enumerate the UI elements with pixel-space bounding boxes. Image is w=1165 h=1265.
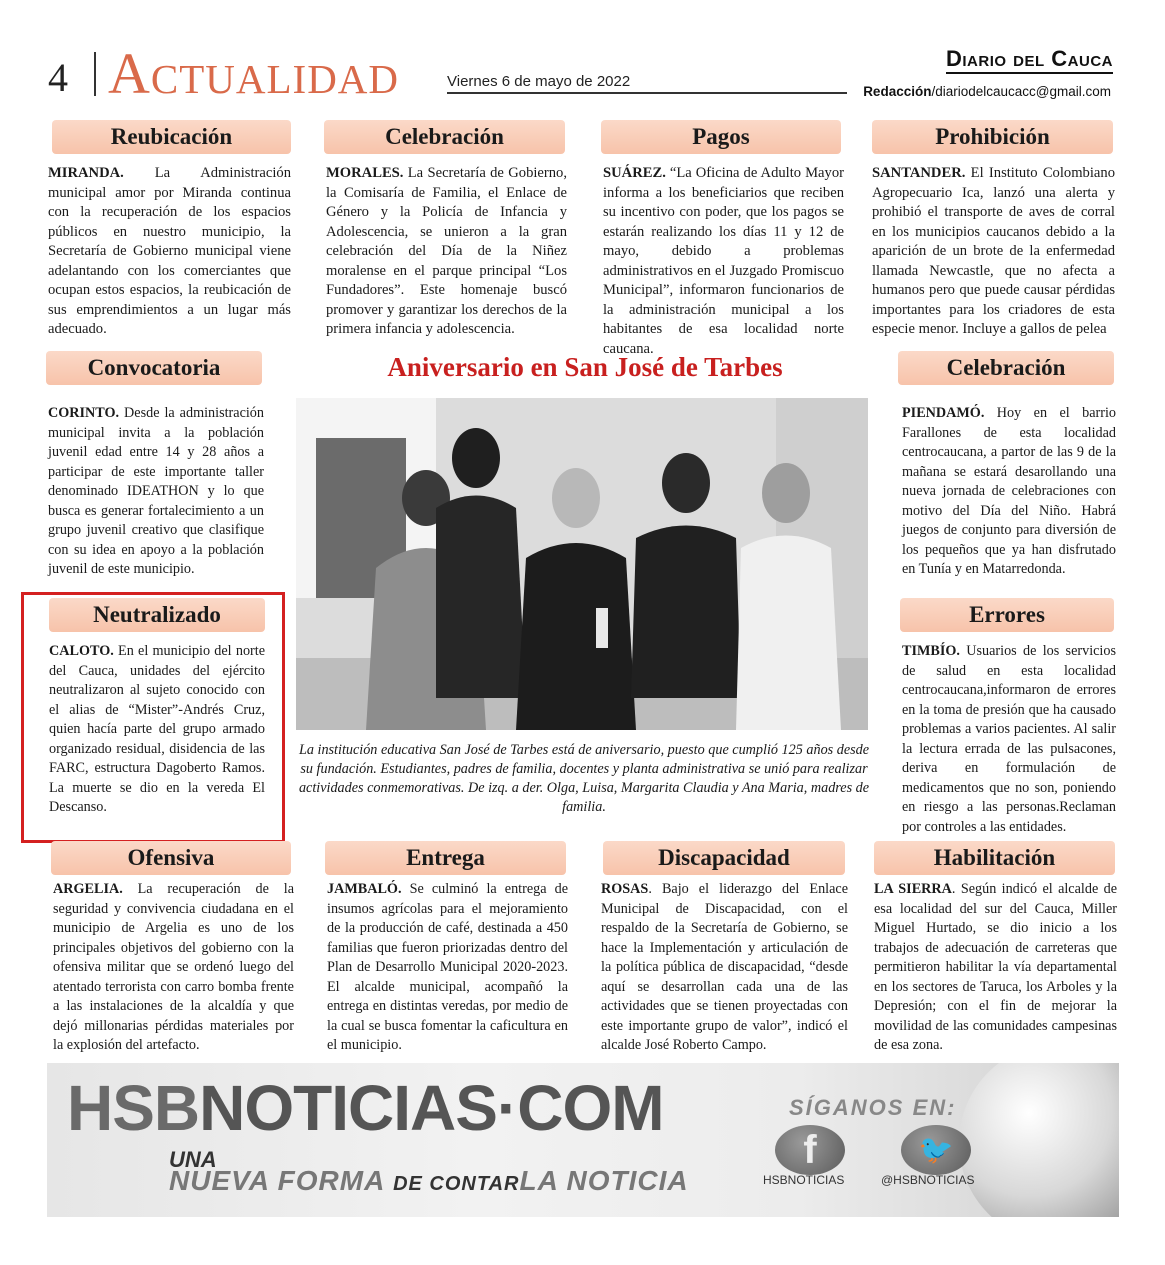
heading-entrega: Entrega xyxy=(325,841,566,875)
photo-caption: La institución educativa San José de Tarbes está de aniversario, puesto que cumplió 125 años desde su fundación. Estudiantes, padres de familia, docentes y planta administrativa se unió para realizar actividades conmemorativas. De izq. a der. Olga, Luisa, Margarita Claudia y Ana Maria, madres de familia. xyxy=(298,742,870,815)
article-lead: MIRANDA. xyxy=(48,165,124,181)
article-lead: TIMBÍO. xyxy=(902,643,960,659)
ad-brand-logo xyxy=(67,1071,664,1145)
heading-celebracion-piendamo: Celebración xyxy=(898,351,1114,385)
heading-errores: Errores xyxy=(900,598,1114,632)
heading-pagos: Pagos xyxy=(601,120,841,154)
article-lead: MORALES. xyxy=(326,165,404,181)
article-ofensiva xyxy=(53,880,294,1056)
feature-photo xyxy=(296,398,868,730)
ad-tagline-2 xyxy=(169,1165,689,1197)
article-celebracion-piendamo xyxy=(902,404,1116,580)
issue-date: Viernes 6 de mayo de 2022 xyxy=(447,73,631,90)
article-lead: SUÁREZ. xyxy=(603,165,666,181)
article-lead: CALOTO. xyxy=(49,643,114,659)
article-lead: ROSAS xyxy=(601,881,649,897)
ad-tagline-2c: LA NOTICIA xyxy=(519,1165,689,1196)
article-habilitacion xyxy=(874,880,1117,1056)
article-body: La Secretaría de Gobierno, la Comisaría de Familia, el Enlace de Género y la Policía de Infancia y Adolescencia, se unieron a la gran celebración del Día de la Niñez moralense en el parque principal “Los Fundadores”. Este homenaje buscó promover y garantizar los derechos de la primera infancia y adolescencia. xyxy=(326,165,567,337)
twitter-handle[interactable]: @HSBNOTICIAS xyxy=(881,1173,975,1187)
header-rule xyxy=(447,92,847,94)
article-lead: LA SIERRA xyxy=(874,881,952,897)
feature-headline: Aniversario en San José de Tarbes xyxy=(387,352,783,382)
article-celebracion-morales xyxy=(326,164,567,340)
heading-convocatoria: Convocatoria xyxy=(46,351,262,385)
article-lead: SANTANDER. xyxy=(872,165,966,181)
article-body: El Instituto Colombiano Agropecuario Ica, lanzó una alerta y prohibió el transporte de aves de corral en los municipios caucanos debido a la aparición de un brote de la enfermedad llamada Newcastle, que no afecta a humanos pero que puede causar pérdidas importantes para los criadores de esta especie menor. Incluye a gallos de pelea xyxy=(872,165,1115,337)
ad-tagline-2b: DE CONTAR xyxy=(393,1173,520,1195)
heading-celebracion-morales: Celebración xyxy=(324,120,565,154)
article-body: . Bajo el liderazgo del Enlace Municipal de Discapacidad, con el respaldo de la Secretaría de Gobierno, se hace la Implementación y articulación de la política pública de discapacidad, “desde aquí se desarrollan cada una de las actividades que se tienen proyectadas con este importante grupo de valor”, indicó el alcalde José Roberto Campo. xyxy=(601,881,848,1053)
ad-follow-label: SÍGANOS EN: xyxy=(789,1095,957,1120)
heading-ofensiva: Ofensiva xyxy=(51,841,291,875)
article-body: La recuperación de la seguridad y convivencia ciudadana en el municipio de Argelia es uno de los principales objetivos del gobierno con la ofensiva militar que se ordenó luego del atentado terrorista con carro bomba frente a las instalaciones de la alcaldía y que dejó millonarias pérdidas materiales por la explosión del artefacto. xyxy=(53,881,294,1053)
header-separator xyxy=(94,52,96,96)
redaccion-label: Redacción xyxy=(863,84,932,99)
article-body: Usuarios de los servicios de salud en esta localidad centrocaucana,informaron de errores en la toma de presión que ha causado problemas a varios pacientes. Al salir la lectura errada de las pulsacones, deriva en formulación de medicamentos que no son, poniendo en riesgo a las personas.Reclaman por controles a las entidades. xyxy=(902,643,1116,835)
article-lead: CORINTO. xyxy=(48,405,120,421)
heading-neutralizado: Neutralizado xyxy=(49,598,265,632)
heading-habilitacion: Habilitación xyxy=(874,841,1115,875)
ad-brand-bold: HSB xyxy=(67,1072,200,1144)
article-body: . Según indicó el alcalde de esa localidad del sur del Cauca, Miller Miguel Hurtado, se dio inicio a los trabajos de adecuación de carreteras que permitieron habilitar la vía departamental en los sectores de Taruca, los Arboles y la Depresión; con el fin de mejorar la movilidad de las comunidades campesinas de esa zona. xyxy=(874,881,1117,1053)
ad-brand-suffix: ·COM xyxy=(496,1072,664,1144)
article-lead: JAMBALÓ. xyxy=(327,881,402,897)
heading-discapacidad: Discapacidad xyxy=(603,841,845,875)
globe-graphic xyxy=(959,1063,1119,1217)
group-photo-illustration xyxy=(296,398,868,730)
article-prohibicion xyxy=(872,164,1115,340)
article-body: “La Oficina de Adulto Mayor informa a los beneficiarios que reciben su incentivo con poder, que los pagos se estarán realizando los días 11 y 12 de mayo, debido a problemas administrativos en el Juzgado Promiscuo Municipal”, informaron funcionarios de la administración municipal a los habitantes de esa localidad norte caucana. xyxy=(603,165,844,357)
redaccion-contact xyxy=(863,84,1111,99)
page-number: 4 xyxy=(48,55,68,100)
ad-tagline-1: UNA xyxy=(169,1147,217,1172)
article-body: Desde la administración municipal invita a la población juvenil edad entre 14 y 28 años a participar de este importante taller denominado IDEATHON y lo que busca es generar fortalecimiento a un grupo juvenil creativo que clasifique con su idea en apoyo a la población juvenil de este municipio. xyxy=(48,405,264,577)
facebook-icon[interactable]: f xyxy=(775,1125,845,1175)
section-title: Actualidad xyxy=(108,41,400,106)
article-reubicacion xyxy=(48,164,291,340)
article-body: Se culminó la entrega de insumos agrícolas para el mejoramiento de la producción de café, destinada a 450 familias que fueron priorizadas dentro del Plan de Desarrollo Municipal 2020-2023. El alcalde municipal, acompañó la entrega en distintas veredas, por medio de la cual se busca fomentar la caficultura en el municipio. xyxy=(327,881,568,1053)
redaccion-email[interactable]: /diariodelcaucacc@gmail.com xyxy=(931,84,1111,99)
article-pagos xyxy=(603,164,844,359)
article-convocatoria xyxy=(48,404,264,580)
article-discapacidad xyxy=(601,880,848,1056)
ad-tagline-2a: NUEVA FORMA xyxy=(169,1165,385,1196)
ad-brand-rest: NOTICIAS xyxy=(199,1072,497,1144)
article-errores xyxy=(902,642,1116,837)
article-body: La Administración municipal amor por Miranda continua con la recuperación de los espacios públicos en nuestro municipio, la Secretaría de Gobierno municipal viene adelantando con los comerciantes que ocupan estos espacios, la reubicación de sus emprendimientos a un lugar más adecuado. xyxy=(48,165,291,337)
article-entrega xyxy=(327,880,568,1056)
article-body: En el municipio del norte del Cauca, unidades del ejército neutralizaron al sujeto conocido con el alias de “Mister”-Andrés Cruz, quien hacía parte del grupo armado organizado residual, disidencia de las FARC, estructura Dagoberto Ramos. La muerte se dio en la vereda El Descanso. xyxy=(49,643,265,815)
hsbnoticias-ad-banner[interactable] xyxy=(47,1063,1119,1217)
article-lead: ARGELIA. xyxy=(53,881,123,897)
heading-reubicacion: Reubicación xyxy=(52,120,291,154)
highlight-frame xyxy=(21,592,285,843)
heading-prohibicion: Prohibición xyxy=(872,120,1113,154)
article-lead: PIENDAMÓ. xyxy=(902,405,985,421)
article-body: Hoy en el barrio Farallones de esta localidad centrocaucana, a partor de las 9 de la mañana se estará desarollando una nueva jornada de celebraciones con motivo del Día del Niño. Habrá juegos de conjunto para diversión de los pequeños que ya han disfrutado en Tunía y en Matarredonda. xyxy=(902,405,1116,577)
facebook-handle[interactable]: HSBNOTICIAS xyxy=(763,1173,845,1187)
twitter-icon[interactable]: 🐦 xyxy=(901,1125,971,1175)
masthead: Diario del Cauca xyxy=(946,46,1113,74)
